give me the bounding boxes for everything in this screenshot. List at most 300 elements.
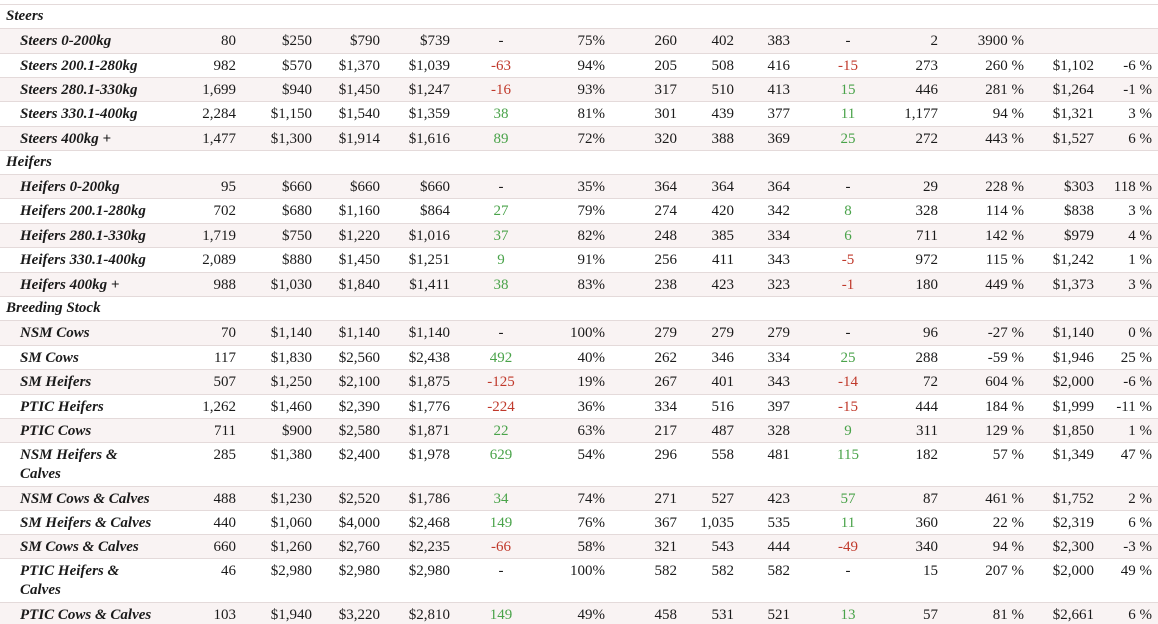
row-label: PTIC Cows & Calves xyxy=(20,607,152,623)
table-cell: 988 xyxy=(213,277,236,293)
table-cell: 83% xyxy=(577,277,605,293)
table-row xyxy=(0,345,1158,370)
table-cell: 38 xyxy=(493,277,509,293)
table-cell: 402 xyxy=(711,33,734,49)
table-cell: -6 % xyxy=(1123,58,1152,74)
table-cell: 118 % xyxy=(1113,179,1152,195)
table-cell: 91% xyxy=(577,252,605,268)
row-label: Steers 280.1-330kg xyxy=(20,82,138,98)
table-cell: $1,871 xyxy=(408,423,450,439)
row-label: Steers 200.1-280kg xyxy=(20,58,138,74)
table-row xyxy=(0,77,1158,102)
table-cell: 19% xyxy=(577,374,605,390)
table-cell: - xyxy=(845,33,851,49)
table-cell: 3 % xyxy=(1128,277,1152,293)
table-cell: 323 xyxy=(767,277,790,293)
table-cell: 367 xyxy=(654,515,677,531)
table-cell: 311 xyxy=(916,423,938,439)
table-cell: $2,980 xyxy=(270,563,312,579)
table-cell: $750 xyxy=(282,228,312,244)
table-cell: 328 xyxy=(767,423,790,439)
table-cell: 364 xyxy=(654,179,677,195)
table-cell: 115 % xyxy=(985,252,1024,268)
table-cell: 25 xyxy=(840,131,856,147)
table-cell: 184 % xyxy=(985,399,1024,415)
table-cell: $1,527 xyxy=(1052,131,1094,147)
row-label: Heifers 200.1-280kg xyxy=(20,203,146,219)
table-cell: $1,220 xyxy=(338,228,380,244)
table-cell: $838 xyxy=(1064,203,1094,219)
table-cell: 8 xyxy=(844,203,852,219)
table-cell: 37 xyxy=(493,228,509,244)
row-label: SM Cows xyxy=(20,350,79,366)
table-cell: 96 xyxy=(923,325,938,341)
table-cell: 0 % xyxy=(1128,325,1152,341)
table-cell: 38 xyxy=(493,106,509,122)
table-cell: $1,359 xyxy=(408,106,450,122)
table-cell: $1,940 xyxy=(270,607,312,623)
table-cell: $1,260 xyxy=(270,539,312,555)
table-cell: 440 xyxy=(213,515,236,531)
table-cell: 516 xyxy=(711,399,734,415)
table-cell: 63% xyxy=(577,423,605,439)
table-cell: 629 xyxy=(489,447,513,463)
table-cell: 82% xyxy=(577,228,605,244)
table-cell: -6 % xyxy=(1123,374,1152,390)
table-cell: $1,946 xyxy=(1052,350,1094,366)
table-cell: 369 xyxy=(767,131,790,147)
table-cell: 57 xyxy=(923,607,938,623)
table-cell: 49% xyxy=(577,607,605,623)
row-label: SM Heifers xyxy=(20,374,92,390)
table-cell: 93% xyxy=(577,82,605,98)
table-cell: 1,477 xyxy=(202,131,236,147)
table-cell: 285 xyxy=(213,447,236,463)
table-cell: 508 xyxy=(711,58,734,74)
row-label: Heifers 400kg + xyxy=(20,277,120,293)
table-cell: 248 xyxy=(654,228,677,244)
table-cell: 274 xyxy=(654,203,677,219)
table-cell: 100% xyxy=(570,563,605,579)
table-cell: 413 xyxy=(767,82,790,98)
table-cell: 543 xyxy=(711,539,734,555)
table-cell: 702 xyxy=(213,203,236,219)
table-cell: $2,810 xyxy=(408,607,450,623)
table-row xyxy=(0,602,1158,624)
table-cell: 81 % xyxy=(992,607,1024,623)
row-label: Steers 400kg + xyxy=(20,131,112,147)
table-cell: 1 % xyxy=(1128,423,1152,439)
table-cell: -66 xyxy=(491,539,511,555)
table-cell: $2,319 xyxy=(1052,515,1094,531)
table-cell: $2,390 xyxy=(338,399,380,415)
table-cell: 416 xyxy=(767,58,790,74)
table-cell: 182 xyxy=(915,447,938,463)
table-row xyxy=(0,223,1158,248)
table-cell: 117 xyxy=(214,350,236,366)
table-cell: $1,039 xyxy=(408,58,450,74)
table-cell: 279 xyxy=(654,325,677,341)
table-cell: $1,150 xyxy=(270,106,312,122)
table-row xyxy=(0,510,1158,535)
table-cell: 527 xyxy=(711,491,734,507)
table-cell: 22 xyxy=(493,423,509,439)
table-cell: 129 % xyxy=(985,423,1024,439)
table-cell: $1,830 xyxy=(270,350,312,366)
table-cell: -59 % xyxy=(987,350,1024,366)
table-cell: $2,980 xyxy=(338,563,380,579)
table-cell: 982 xyxy=(213,58,236,74)
table-row xyxy=(0,198,1158,223)
table-cell: 79% xyxy=(577,203,605,219)
table-cell: -125 xyxy=(487,374,515,390)
table-cell: -11 % xyxy=(1116,399,1152,415)
table-cell: 115 xyxy=(837,447,859,463)
table-cell: 4 % xyxy=(1128,228,1152,244)
table-cell: $1,540 xyxy=(338,106,380,122)
table-cell: 2 % xyxy=(1128,491,1152,507)
table-cell: 35% xyxy=(577,179,605,195)
table-cell: $1,160 xyxy=(338,203,380,219)
table-cell: -15 xyxy=(838,58,858,74)
table-cell: 9 xyxy=(497,252,505,268)
table-cell: 3 % xyxy=(1128,203,1152,219)
table-cell: $1,450 xyxy=(338,252,380,268)
table-cell: $1,030 xyxy=(270,277,312,293)
table-cell: 711 xyxy=(214,423,236,439)
row-label: Heifers 0-200kg xyxy=(20,179,120,195)
table-cell: -63 xyxy=(491,58,511,74)
table-cell: 95 xyxy=(221,179,236,195)
table-cell: 340 xyxy=(915,539,938,555)
table-cell: $1,321 xyxy=(1052,106,1094,122)
table-cell: 207 % xyxy=(985,563,1024,579)
table-cell: 46 xyxy=(221,563,236,579)
row-label: PTIC Cows xyxy=(20,423,92,439)
table-cell: 1,719 xyxy=(202,228,236,244)
table-cell: $1,978 xyxy=(408,447,450,463)
table-cell: 2 xyxy=(930,33,938,49)
table-cell: $1,411 xyxy=(409,277,450,293)
table-cell: 343 xyxy=(767,252,790,268)
table-row xyxy=(0,101,1158,126)
table-cell: $1,264 xyxy=(1052,82,1094,98)
table-cell: 449 % xyxy=(985,277,1024,293)
table-cell: 383 xyxy=(767,33,790,49)
table-cell: -15 xyxy=(838,399,858,415)
row-label: NSM Cows xyxy=(20,325,90,341)
table-cell: 328 xyxy=(915,203,938,219)
table-cell: 25 xyxy=(840,350,856,366)
table-cell: 301 xyxy=(654,106,677,122)
table-cell: 296 xyxy=(654,447,677,463)
table-cell: - xyxy=(498,325,504,341)
table-cell: 972 xyxy=(915,252,938,268)
table-cell: 54% xyxy=(577,447,605,463)
row-label: SM Cows & Calves xyxy=(20,539,139,555)
table-row xyxy=(0,126,1158,151)
table-cell: 228 % xyxy=(985,179,1024,195)
table-cell: 420 xyxy=(711,203,734,219)
table-cell: 346 xyxy=(711,350,734,366)
table-cell: 58% xyxy=(577,539,605,555)
table-cell: 6 xyxy=(844,228,852,244)
table-cell: 458 xyxy=(654,607,677,623)
table-cell: -14 xyxy=(838,374,858,390)
table-cell: $1,752 xyxy=(1052,491,1094,507)
table-cell: 521 xyxy=(767,607,790,623)
table-cell: 364 xyxy=(711,179,734,195)
table-cell: $1,373 xyxy=(1052,277,1094,293)
table-row xyxy=(0,486,1158,511)
table-row xyxy=(0,28,1158,53)
section-header xyxy=(0,150,1158,173)
table-cell: 217 xyxy=(654,423,677,439)
table-cell: $1,349 xyxy=(1052,447,1094,463)
table-cell: 94 % xyxy=(992,539,1024,555)
table-cell: 481 xyxy=(767,447,790,463)
table-cell: 582 xyxy=(767,563,790,579)
row-label: SM Heifers & Calves xyxy=(20,515,152,531)
table-cell: 1,699 xyxy=(202,82,236,98)
table-cell: 3 % xyxy=(1128,106,1152,122)
table-cell: -1 xyxy=(841,277,855,293)
table-cell: $1,616 xyxy=(408,131,450,147)
table-cell: -49 xyxy=(838,539,858,555)
table-cell: $660 xyxy=(420,179,450,195)
table-cell: $1,016 xyxy=(408,228,450,244)
table-cell: $2,580 xyxy=(338,423,380,439)
table-cell: $1,999 xyxy=(1052,399,1094,415)
row-label: NSM Cows & Calves xyxy=(20,491,150,507)
table-cell: 439 xyxy=(711,106,734,122)
table-cell: 446 xyxy=(915,82,938,98)
table-cell: $2,235 xyxy=(408,539,450,555)
table-cell: 72 xyxy=(923,374,938,390)
table-cell: 360 xyxy=(915,515,938,531)
table-cell: $1,140 xyxy=(338,325,380,341)
table-row xyxy=(0,394,1158,419)
table-cell: $940 xyxy=(282,82,312,98)
table-cell: -1 % xyxy=(1123,82,1152,98)
table-cell: 660 xyxy=(213,539,236,555)
table-row xyxy=(0,534,1158,559)
table-cell: $303 xyxy=(1064,179,1094,195)
row-label: Steers 330.1-400kg xyxy=(20,106,138,122)
table-cell: 279 xyxy=(711,325,734,341)
table-cell: $1,370 xyxy=(338,58,380,74)
table-cell: 57 xyxy=(840,491,856,507)
table-cell: $250 xyxy=(282,33,312,49)
table-cell: 411 xyxy=(712,252,734,268)
table-cell: 80 xyxy=(221,33,236,49)
table-cell: $2,438 xyxy=(408,350,450,366)
table-cell: -16 xyxy=(491,82,511,98)
table-cell: 388 xyxy=(711,131,734,147)
table-cell: 443 % xyxy=(985,131,1024,147)
table-cell: 74% xyxy=(577,491,605,507)
table-cell: 260 xyxy=(654,33,677,49)
table-row xyxy=(0,174,1158,199)
table-cell: 317 xyxy=(654,82,677,98)
table-cell: $900 xyxy=(282,423,312,439)
table-cell: 2,284 xyxy=(202,106,236,122)
table-cell: $1,840 xyxy=(338,277,380,293)
table-cell: 423 xyxy=(711,277,734,293)
row-label: Heifers 280.1-330kg xyxy=(20,228,146,244)
table-cell: 364 xyxy=(767,179,790,195)
table-cell: 535 xyxy=(767,515,790,531)
table-cell: 1,035 xyxy=(700,515,734,531)
table-cell: 397 xyxy=(767,399,790,415)
table-cell: $2,300 xyxy=(1052,539,1094,555)
table-cell: - xyxy=(498,563,504,579)
table-cell: $660 xyxy=(350,179,380,195)
table-cell: 76% xyxy=(577,515,605,531)
table-cell: 6 % xyxy=(1128,607,1152,623)
table-cell: $1,380 xyxy=(270,447,312,463)
table-cell: 1 % xyxy=(1128,252,1152,268)
table-cell: 444 xyxy=(915,399,938,415)
table-cell: 29 xyxy=(923,179,938,195)
table-row xyxy=(0,418,1158,443)
table-cell: 267 xyxy=(654,374,677,390)
table-cell: $1,250 xyxy=(270,374,312,390)
table-cell: $1,850 xyxy=(1052,423,1094,439)
table-cell: $1,786 xyxy=(408,491,450,507)
table-cell: 604 % xyxy=(985,374,1024,390)
table-cell: 205 xyxy=(654,58,677,74)
table-cell: $2,000 xyxy=(1052,563,1094,579)
table-cell: $2,980 xyxy=(408,563,450,579)
table-cell: - xyxy=(845,325,851,341)
table-cell: 6 % xyxy=(1128,515,1152,531)
table-cell: $1,450 xyxy=(338,82,380,98)
table-cell: 343 xyxy=(767,374,790,390)
table-cell: - xyxy=(845,179,851,195)
section-title: Steers xyxy=(6,8,44,24)
table-cell: $680 xyxy=(282,203,312,219)
table-row xyxy=(0,53,1158,78)
table-cell: $1,102 xyxy=(1052,58,1094,74)
table-cell: 256 xyxy=(654,252,677,268)
table-cell: $790 xyxy=(350,33,380,49)
table-cell: $1,247 xyxy=(408,82,450,98)
table-cell: 70 xyxy=(221,325,236,341)
table-cell: 114 % xyxy=(985,203,1024,219)
table-cell: 87 xyxy=(923,491,938,507)
table-cell: 75% xyxy=(577,33,605,49)
table-cell: 100% xyxy=(570,325,605,341)
section-header xyxy=(0,296,1158,319)
table-cell: 444 xyxy=(767,539,790,555)
table-cell: $4,000 xyxy=(338,515,380,531)
table-row xyxy=(0,247,1158,272)
table-cell: 260 % xyxy=(985,58,1024,74)
table-cell: 15 xyxy=(840,82,856,98)
table-cell: 94% xyxy=(577,58,605,74)
table-cell: 321 xyxy=(654,539,677,555)
table-cell: $1,875 xyxy=(408,374,450,390)
table-cell: 15 xyxy=(923,563,938,579)
table-cell: 238 xyxy=(654,277,677,293)
table-cell: 57 % xyxy=(992,447,1024,463)
table-cell: 582 xyxy=(654,563,677,579)
table-cell: 488 xyxy=(213,491,236,507)
table-cell: $1,230 xyxy=(270,491,312,507)
table-cell: $1,060 xyxy=(270,515,312,531)
table-cell: 271 xyxy=(654,491,677,507)
table-cell: $864 xyxy=(420,203,450,219)
table-cell: 40% xyxy=(577,350,605,366)
row-label: NSM Heifers & Calves xyxy=(20,447,118,482)
table-cell: 558 xyxy=(711,447,734,463)
table-cell: 377 xyxy=(767,106,790,122)
table-cell: 279 xyxy=(767,325,790,341)
table-cell: 711 xyxy=(916,228,938,244)
table-cell: $1,242 xyxy=(1052,252,1094,268)
table-cell: 11 xyxy=(840,106,856,122)
table-cell: $2,760 xyxy=(338,539,380,555)
table-cell: $3,220 xyxy=(338,607,380,623)
table-cell: 281 % xyxy=(985,82,1024,98)
row-label: PTIC Heifers & Calves xyxy=(20,563,120,598)
table-cell: 272 xyxy=(915,131,938,147)
table-cell: 334 xyxy=(767,228,790,244)
table-cell: 47 % xyxy=(1120,447,1152,463)
table-cell: 9 xyxy=(844,423,852,439)
table-cell: $2,100 xyxy=(338,374,380,390)
table-cell: 461 % xyxy=(985,491,1024,507)
table-cell: 36% xyxy=(577,399,605,415)
table-cell: 582 xyxy=(711,563,734,579)
table-cell: 423 xyxy=(767,491,790,507)
table-cell: 342 xyxy=(767,203,790,219)
section-header xyxy=(0,4,1158,27)
table-row xyxy=(0,442,1158,485)
table-row xyxy=(0,558,1158,601)
table-cell: - xyxy=(498,33,504,49)
table-cell: 492 xyxy=(489,350,513,366)
table-cell: 149 xyxy=(489,607,513,623)
table-cell: 1,177 xyxy=(904,106,938,122)
section-title: Heifers xyxy=(6,154,52,170)
table-cell: 89 xyxy=(493,131,509,147)
table-cell: 94 % xyxy=(992,106,1024,122)
table-cell: 531 xyxy=(711,607,734,623)
table-cell: 273 xyxy=(915,58,938,74)
table-cell: -5 xyxy=(841,252,855,268)
table-cell: 1,262 xyxy=(202,399,236,415)
row-label: PTIC Heifers xyxy=(20,399,104,415)
table-cell: $880 xyxy=(282,252,312,268)
table-cell: $2,468 xyxy=(408,515,450,531)
table-cell: 81% xyxy=(577,106,605,122)
table-cell: -27 % xyxy=(987,325,1024,341)
table-cell: 3900 % xyxy=(977,33,1024,49)
table-cell: 149 xyxy=(489,515,513,531)
table-row xyxy=(0,272,1158,297)
table-cell: $1,140 xyxy=(408,325,450,341)
table-cell: -3 % xyxy=(1123,539,1152,555)
table-cell: 49 % xyxy=(1120,563,1152,579)
table-row xyxy=(0,320,1158,345)
table-cell: 72% xyxy=(577,131,605,147)
row-label: Steers 0-200kg xyxy=(20,33,112,49)
table-cell: 142 % xyxy=(985,228,1024,244)
row-label: Heifers 330.1-400kg xyxy=(20,252,146,268)
section-title: Breeding Stock xyxy=(6,300,101,316)
